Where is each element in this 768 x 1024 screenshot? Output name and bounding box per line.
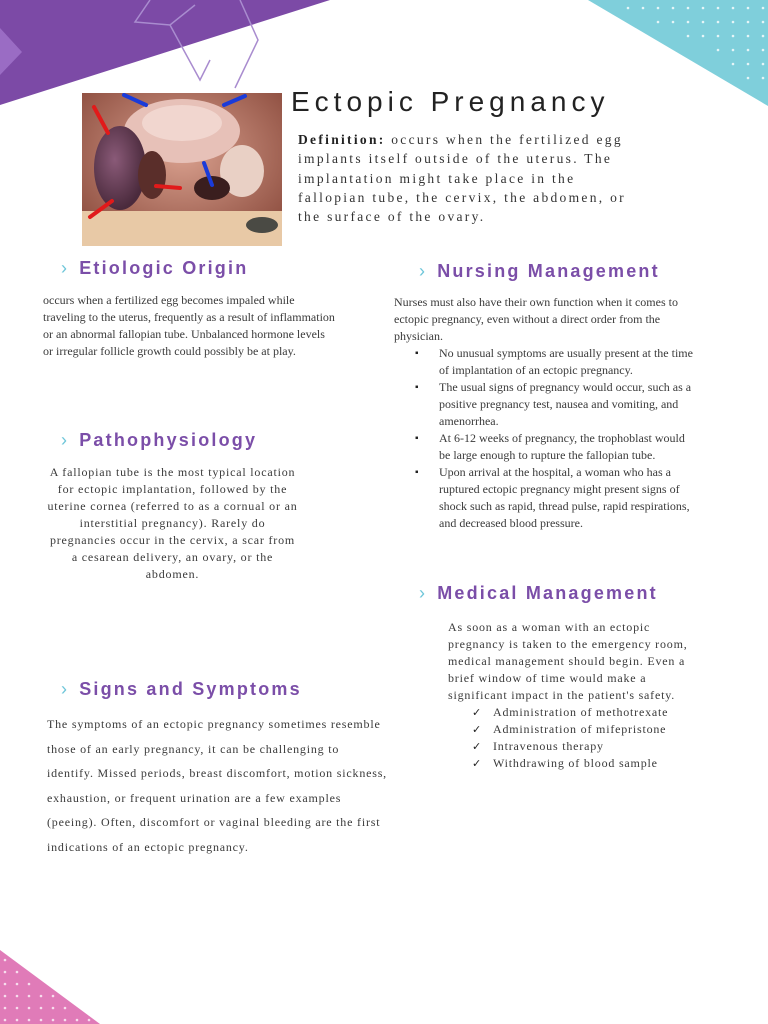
pathophysiology-heading <box>61 430 257 451</box>
definition-text <box>298 130 648 226</box>
bottom-left-pink-decoration <box>0 950 110 1024</box>
chevron-right-icon: › <box>419 583 428 603</box>
pathophysiology-heading-label: Pathophysiology <box>79 430 258 450</box>
list-item: ✓ Intravenous therapy <box>448 738 693 755</box>
medical-list <box>448 704 693 772</box>
list-item: ▪ No unusual symptoms are usually present at the time of implantation of an ectopic pregnancy. <box>394 345 694 379</box>
list-item: ✓ Withdrawing of blood sample <box>448 755 693 772</box>
nursing-list <box>394 345 694 532</box>
etiologic-heading-label: Etiologic Origin <box>79 258 249 278</box>
list-item: ▪ The usual signs of pregnancy would occur, such as a positive pregnancy test, nausea and vomiting, and amenorrhea. <box>394 379 694 430</box>
pathophysiology-body: A fallopian tube is the most typical location for ectopic implantation, followed by the uterine cornea (referred to as a cornual or an interstitial pregnancy). Rarely do pregnancies occur in the cervix, a scar from a cesarean delivery, an ovary, or the abdomen. <box>47 465 298 581</box>
chevron-right-icon: › <box>61 430 70 450</box>
definition-body: occurs when the fertilized egg implants itself outside of the uterus. The implantation might take place in the fallopian tube, the cervix, the abdomen, or the surface of the ovary. <box>298 132 626 225</box>
chevron-right-icon: › <box>61 679 70 699</box>
page-title: Ectopic Pregnancy <box>291 86 610 117</box>
etiologic-body: occurs when a fertilized egg becomes impaled while traveling to the uterus, frequently as a result of inflammation or an abnormal fallopian tube. Unbalanced hormone levels or irregular follicle growth could possibly be at play. <box>43 293 335 358</box>
signs-body: The symptoms of an ectopic pregnancy sometimes resemble those of an early pregnancy, it can be challenging to identify. Missed periods, breast discomfort, motion sickness, exhaustion, or frequent urination are a few examples (peeing). Often, discomfort or vaginal bleeding are the first indications of an ectopic pregnancy. <box>47 717 387 854</box>
list-item: ✓ Administration of methotrexate <box>448 704 693 721</box>
signs-heading <box>61 679 302 700</box>
list-item: ▪ Upon arrival at the hospital, a woman who has a ruptured ectopic pregnancy might present signs of shock such as rapid, thread pulse, rapid respirations, and decreased blood pressure. <box>394 464 694 532</box>
nursing-intro: Nurses must also have their own function when it comes to ectopic pregnancy, even without a direct order from the physician. <box>394 295 678 343</box>
nursing-heading <box>419 261 660 282</box>
medical-heading-label: Medical Management <box>437 583 658 603</box>
chevron-right-icon: › <box>419 261 428 281</box>
medical-intro: As soon as a woman with an ectopic pregnancy is taken to the emergency room, medical management should begin. Even a brief window of time would make a significant impact in the patient's safety. <box>448 620 688 702</box>
nursing-block <box>394 294 694 532</box>
top-right-teal-decoration <box>588 0 768 110</box>
signs-heading-label: Signs and Symptoms <box>79 679 302 699</box>
medical-heading <box>419 583 658 604</box>
list-item: ▪ At 6-12 weeks of pregnancy, the trophoblast would be large enough to rupture the fallopian tube. <box>394 430 694 464</box>
list-item: ✓ Administration of mifepristone <box>448 721 693 738</box>
medical-block <box>448 619 693 772</box>
ectopic-pregnancy-photo <box>82 93 282 246</box>
etiologic-heading <box>61 258 248 279</box>
definition-label: Definition: <box>298 132 386 147</box>
nursing-heading-label: Nursing Management <box>437 261 660 281</box>
chevron-right-icon: › <box>61 258 70 278</box>
